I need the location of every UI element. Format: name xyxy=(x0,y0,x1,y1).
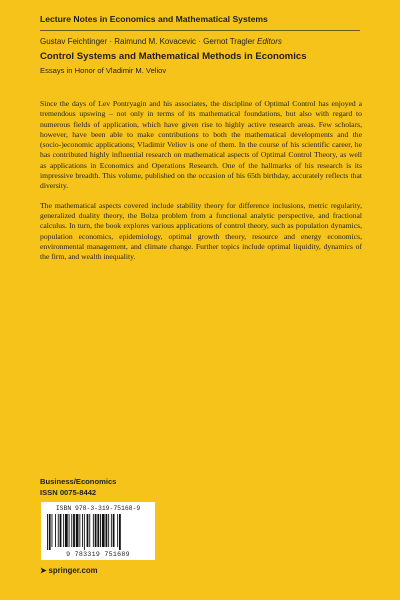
barcode xyxy=(41,502,155,560)
barcode-bar xyxy=(119,514,121,550)
isbn-text: ISBN 978-3-319-75168-9 xyxy=(55,505,141,512)
editors-line xyxy=(40,37,282,46)
barcode-bar xyxy=(95,514,97,547)
barcode-bar xyxy=(63,514,64,547)
barcode-bar xyxy=(52,514,53,547)
barcode-bar xyxy=(87,514,89,547)
barcode-bar xyxy=(79,514,80,547)
series-divider xyxy=(40,30,360,31)
barcode-bar xyxy=(58,514,59,547)
barcode-bar xyxy=(49,514,51,550)
issn-label: ISSN 0075-8442 xyxy=(40,488,97,497)
editor-names: Gustav Feichtinger · Raimund M. Kovacevic · Gernot Tragler xyxy=(40,37,255,46)
barcode-bar xyxy=(100,514,101,547)
barcode-bar xyxy=(113,514,115,547)
barcode-bar xyxy=(84,514,85,550)
barcode-bar xyxy=(69,514,70,547)
barcode-bar xyxy=(117,514,118,547)
barcode-bar xyxy=(76,514,79,547)
publisher-link[interactable] xyxy=(40,566,98,575)
blurb-paragraph: Since the days of Lev Pontryagin and his associates, the discipline of Optimal Control has enjoyed a tremendous upswing – not only in terms of its mathematical foundations, but also with regard to numerous fields of application, which have given rise to highly active research areas. Few scholars, however, have been able to make contributions to both the mathematical developments and the (socio-)economic applications; Vladimir Veliov is one of them. In the course of his scientific career, he has contributed highly influential research on mathematical aspects of Optimal Control Theory, as well as applications in Economics and Operations Research. One of the hallmarks of his research is its impressive breadth. This volume, published on the occasion of his 65th birthday, accurately reflects that diversity. xyxy=(40,99,362,191)
book-title: Control Systems and Mathematical Methods in Economics xyxy=(40,51,307,62)
editors-role: Editors xyxy=(256,37,282,46)
barcode-bar xyxy=(73,514,75,547)
publisher-url: springer.com xyxy=(48,566,98,575)
barcode-bar xyxy=(102,514,105,547)
barcode-bar xyxy=(60,514,62,547)
barcode-bar xyxy=(97,514,99,547)
arrow-icon: ➤ xyxy=(40,566,47,575)
barcode-digits: 9 783319 751689 xyxy=(66,551,130,558)
blurb-paragraph: The mathematical aspects covered include stability theory for difference inclusions, metric regularity, generalized duality theory, the Bolza problem from a functional analytic perspective, and fractional calculus. In turn, the book explores various applications of control theory, such as population dynamics, population economics, epidemiology, optimal growth theory, resource and energy economics, environmental management, and climate change. Further topics include optimal liquidity, dynamics of the firm, and wealth inequality. xyxy=(40,200,362,262)
category-label: Business/Economics xyxy=(40,477,117,486)
barcode-bars xyxy=(47,514,149,550)
barcode-bar xyxy=(82,514,83,547)
barcode-bar xyxy=(111,514,112,547)
book-subtitle: Essays in Honor of Vladimir M. Veliov xyxy=(40,66,167,75)
barcode-bar xyxy=(108,514,109,547)
barcode-bar xyxy=(71,514,72,547)
barcode-bar xyxy=(55,514,56,547)
series-name: Lecture Notes in Economics and Mathematical Systems xyxy=(40,14,268,24)
barcode-bar xyxy=(93,514,94,547)
blurb-text xyxy=(40,99,362,271)
barcode-bar xyxy=(47,514,48,550)
barcode-bar xyxy=(106,514,108,547)
barcode-bar xyxy=(65,514,68,547)
barcode-bar xyxy=(89,514,90,547)
